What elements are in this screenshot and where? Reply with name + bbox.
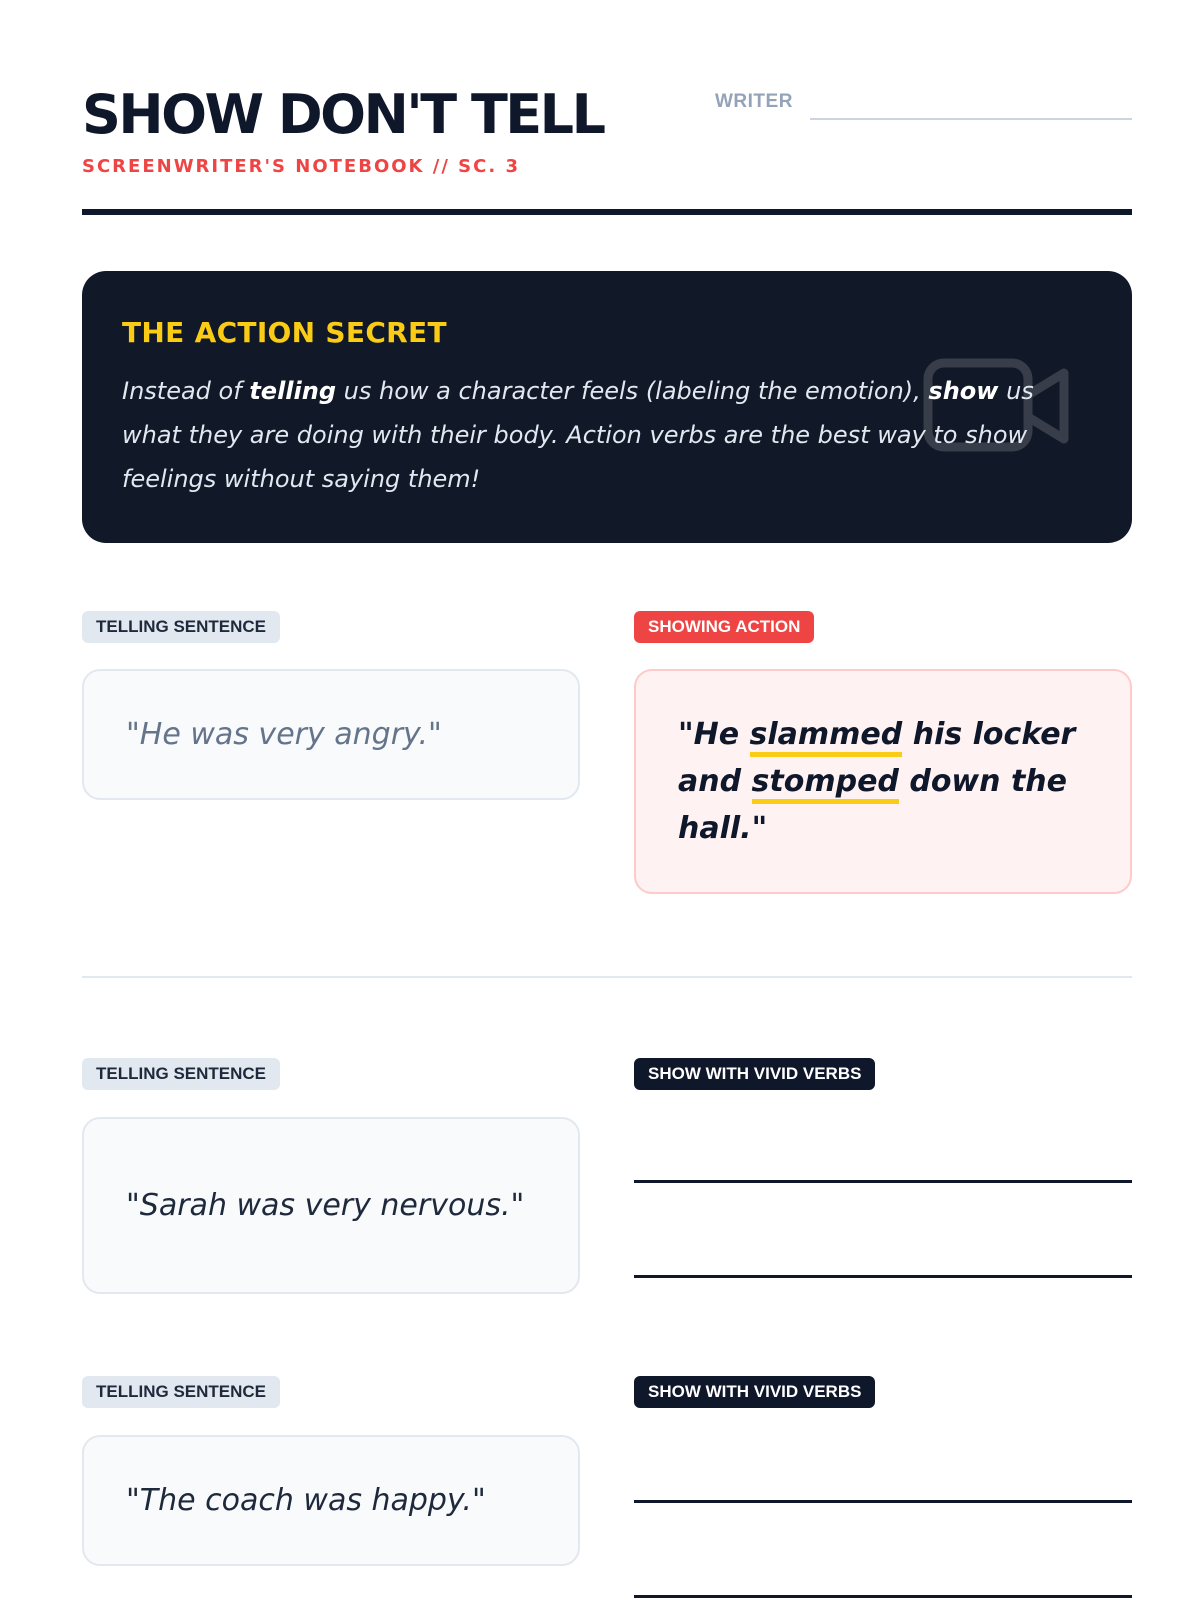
telling-sentence-tag: TELLING SENTENCE xyxy=(82,611,280,643)
example-telling-text: "He was very angry." xyxy=(126,717,442,752)
telling-sentence-tag: TELLING SENTENCE xyxy=(82,1058,280,1090)
callout-text-2: us how a character feels (labeling the emotion), xyxy=(336,377,929,405)
answer-line[interactable] xyxy=(634,1275,1132,1278)
exercise-telling-text: "Sarah was very nervous." xyxy=(126,1188,525,1223)
highlighted-verb: stomped xyxy=(752,764,899,804)
worksheet-header xyxy=(82,83,1132,177)
showing-action-tag: SHOWING ACTION xyxy=(634,611,814,643)
exercise-telling-text: "The coach was happy." xyxy=(126,1483,486,1518)
showing-text-2: his locker and xyxy=(678,717,1076,799)
exercise-telling-card xyxy=(82,1435,580,1566)
telling-sentence-tag: TELLING SENTENCE xyxy=(82,1376,280,1408)
exercise-telling-card xyxy=(82,1117,580,1294)
callout-text-1: Instead of xyxy=(122,377,250,405)
callout-title: THE ACTION SECRET xyxy=(122,316,447,349)
page-subtitle: SCREENWRITER'S NOTEBOOK // SC. 3 xyxy=(82,156,520,177)
callout-emphasis-show: show xyxy=(928,377,999,405)
header-rule xyxy=(82,209,1132,215)
example-showing-card xyxy=(634,669,1132,894)
writer-name-field[interactable] xyxy=(810,118,1132,120)
action-secret-callout xyxy=(82,271,1132,543)
example-telling-card xyxy=(82,669,580,800)
highlighted-verb: slammed xyxy=(750,717,903,757)
page-title: SHOW DON'T TELL xyxy=(82,83,604,146)
answer-line[interactable] xyxy=(634,1595,1132,1598)
showing-text-1: "He xyxy=(678,717,750,752)
showing-text-3: down the hall." xyxy=(678,764,1067,846)
answer-line[interactable] xyxy=(634,1180,1132,1183)
callout-emphasis-telling: telling xyxy=(249,377,337,405)
answer-line[interactable] xyxy=(634,1500,1132,1503)
callout-text-3: us what they are doing with their body. Action verbs are the best way to show feelings without saying them! xyxy=(122,377,1034,493)
callout-body xyxy=(122,369,1087,501)
writer-label: WRITER xyxy=(715,91,793,112)
section-divider xyxy=(82,976,1132,978)
example-showing-text xyxy=(678,711,1088,852)
show-with-vivid-verbs-tag: SHOW WITH VIVID VERBS xyxy=(634,1376,875,1408)
show-with-vivid-verbs-tag: SHOW WITH VIVID VERBS xyxy=(634,1058,875,1090)
